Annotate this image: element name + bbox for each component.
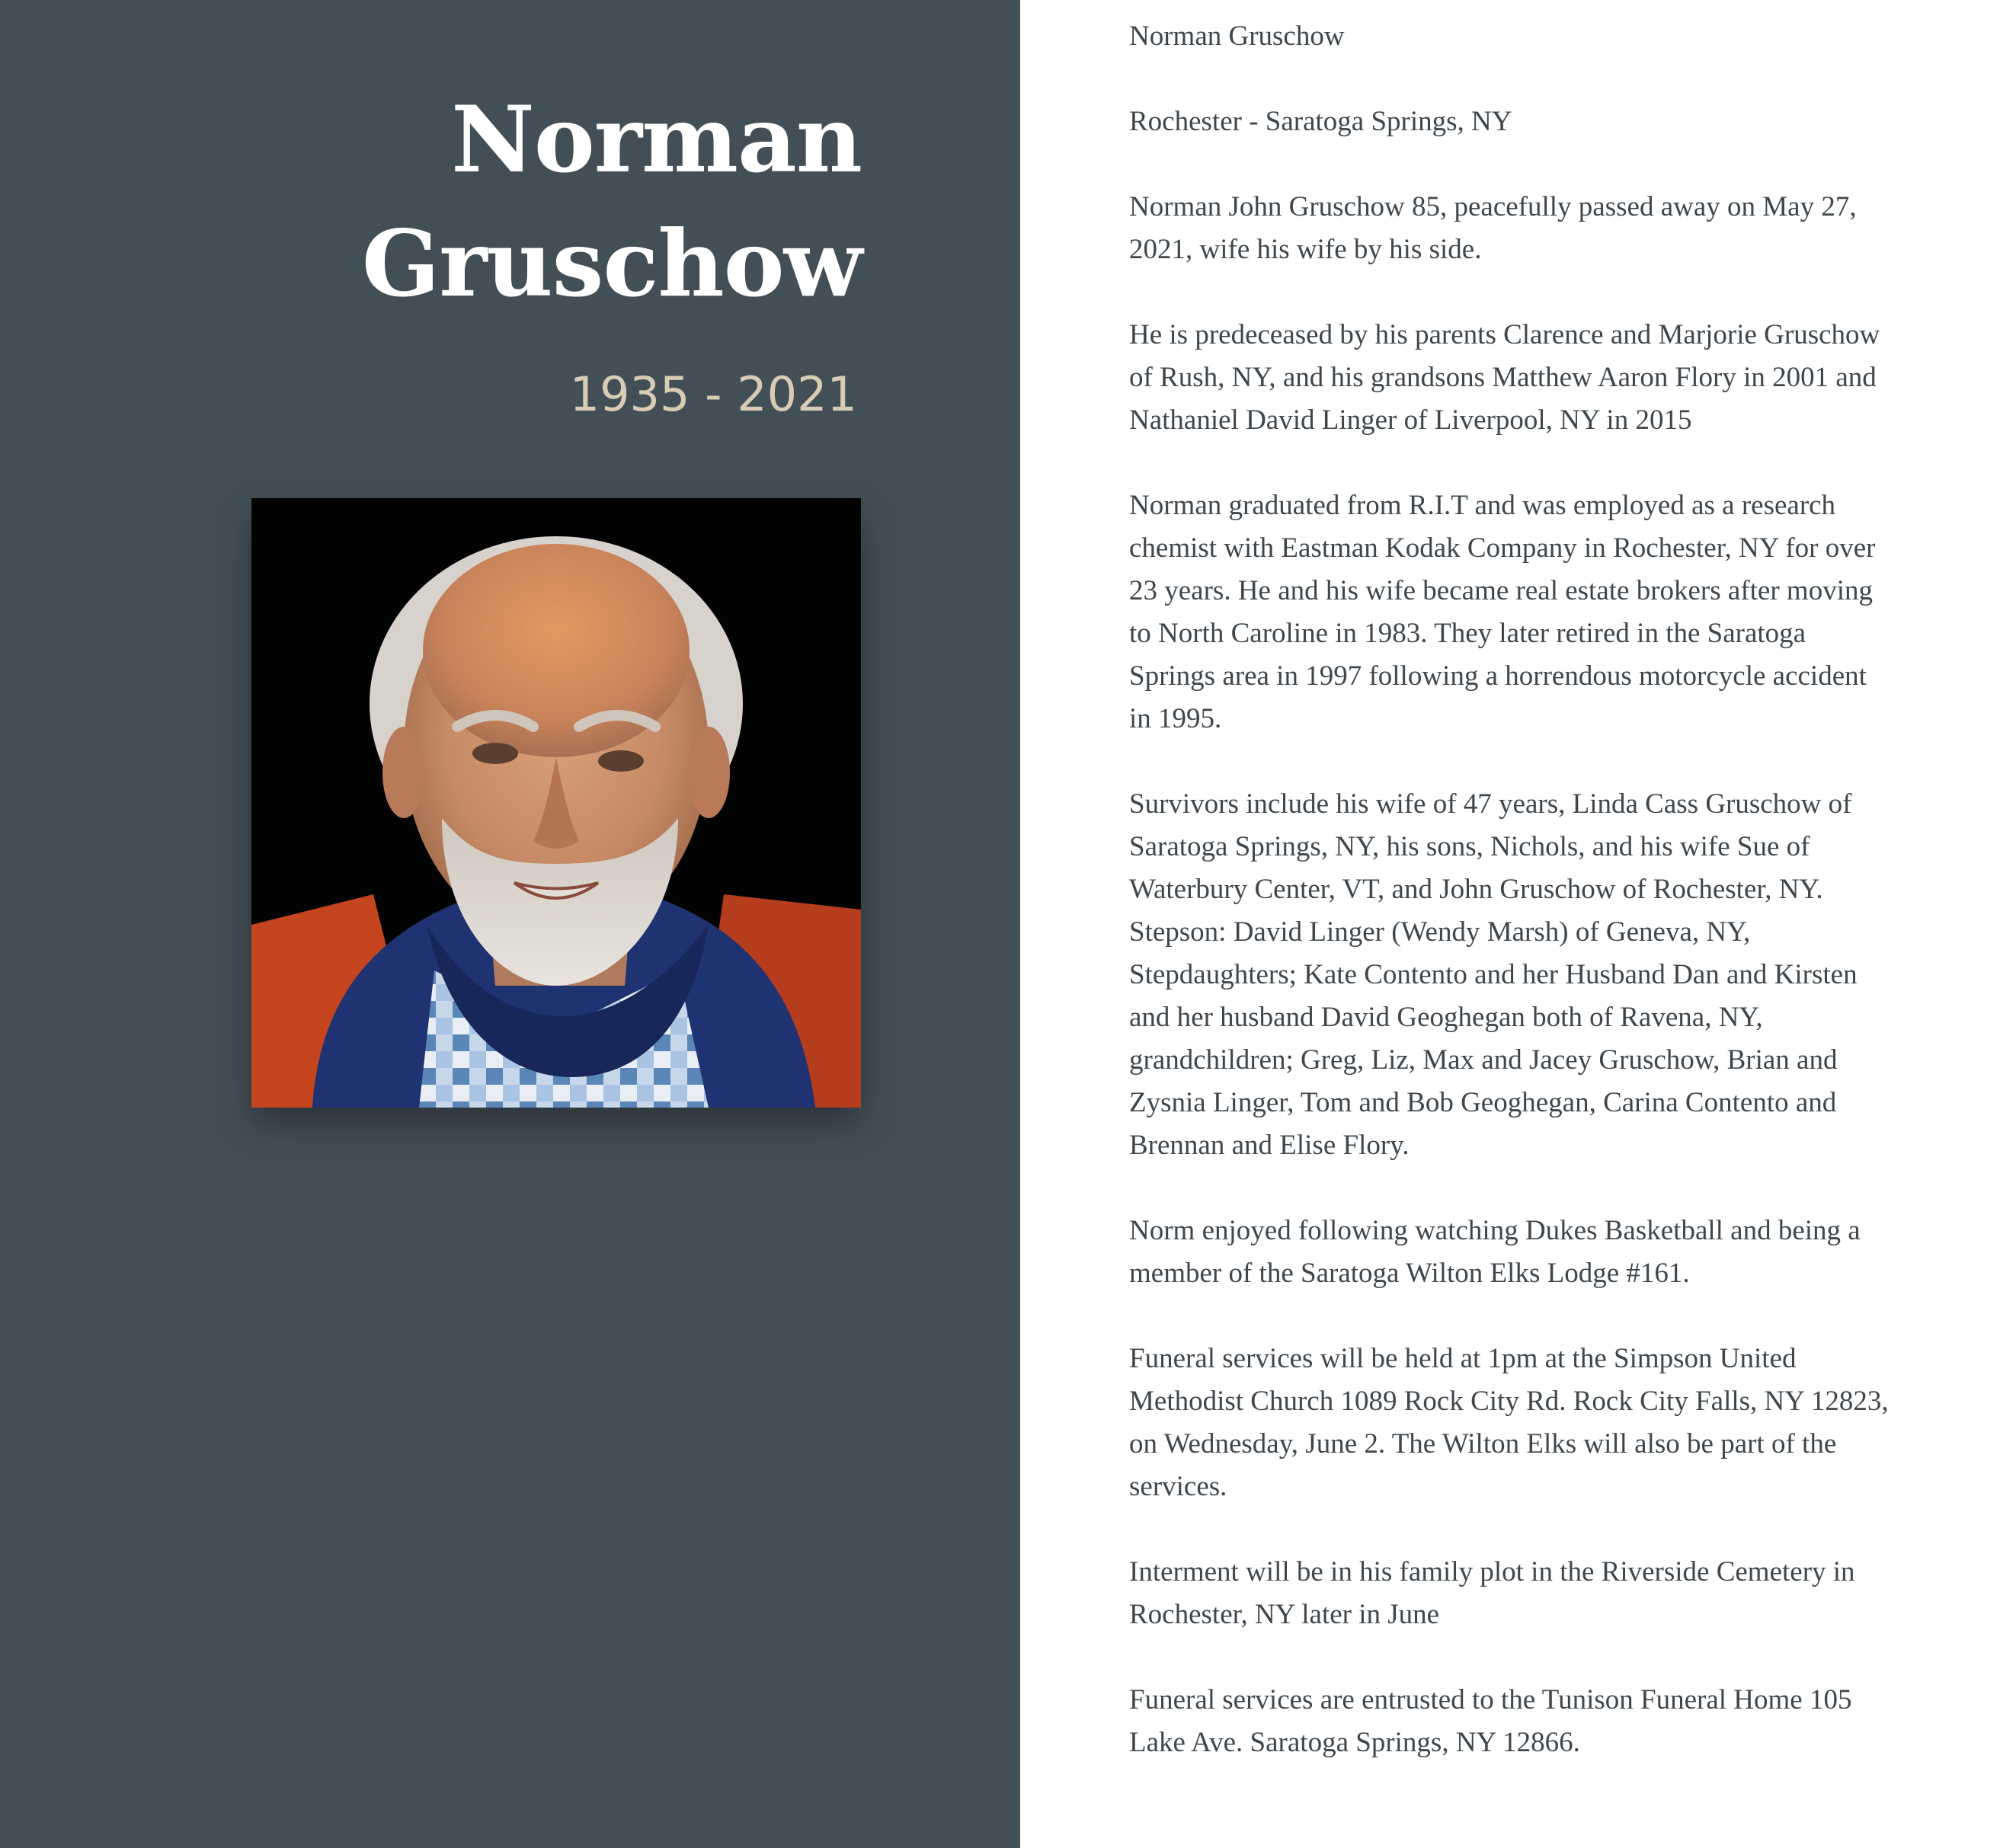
page-title xyxy=(100,78,862,326)
obituary-content xyxy=(1020,0,2016,1848)
obituary-name-line: Norman Gruschow xyxy=(1129,21,1345,52)
obituary-paragraph: Funeral services will be held at 1pm at the Simpson United Methodist Church 1089 Rock City Rd. Rock City Falls, NY 12823, on Wednesday, June 2. The Wilton Elks will also be part of the services. xyxy=(1129,1343,1889,1502)
first-name: Norman xyxy=(451,86,862,193)
obituary-text xyxy=(1129,15,1891,1807)
obituary-paragraph: Norman graduated from R.I.T and was employed as a research chemist with Eastman Kodak Company in Rochester, NY for over 23 years. He and his wife became real estate brokers after moving to North Caroline in 1983. They later retired in the Saratoga Springs area in 1997 following a horrendous motorcycle accident in 1995. xyxy=(1129,490,1876,734)
portrait-photo xyxy=(251,498,861,1108)
obituary-location-line: Rochester - Saratoga Springs, NY xyxy=(1129,106,1512,137)
last-name: Gruschow xyxy=(361,210,862,318)
life-years: 1935 - 2021 xyxy=(569,366,857,422)
obituary-paragraph: Interment will be in his family plot in the Riverside Cemetery in Rochester, NY later in June xyxy=(1129,1556,1855,1630)
obituary-paragraph: Norm enjoyed following watching Dukes Basketball and being a member of the Saratoga Wilton Elks Lodge #161. xyxy=(1129,1215,1861,1289)
portrait-illustration xyxy=(251,498,861,1108)
obituary-paragraph: Norman John Gruschow 85, peacefully passed away on May 27, 2021, wife his wife by his side. xyxy=(1129,191,1857,265)
obituary-paragraph: Survivors include his wife of 47 years, Linda Cass Gruschow of Saratoga Springs, NY, his sons, Nichols, and his wife Sue of Waterbury Center, VT, and John Gruschow of Rochester, NY. Stepson: David Linger (Wendy Marsh) of Geneva, NY, Stepdaughters; Kate Contento and her Husband Dan and Kirsten and her husband David Geoghegan both of Ravena, NY, grandchildren; Greg, Liz, Max and Jacey Gruschow, Brian and Zysnia Linger, Tom and Bob Geoghegan, Carina Contento and Brennan and Elise Flory. xyxy=(1129,788,1858,1161)
obituary-paragraph: He is predeceased by his parents Clarence and Marjorie Gruschow of Rush, NY, and his grandsons Matthew Aaron Flory in 2001 and Nathaniel David Linger of Liverpool, NY in 2015 xyxy=(1129,319,1880,436)
obituary-paragraph: Funeral services are entrusted to the Tunison Funeral Home 105 Lake Ave. Saratoga Springs, NY 12866. xyxy=(1129,1684,1852,1758)
